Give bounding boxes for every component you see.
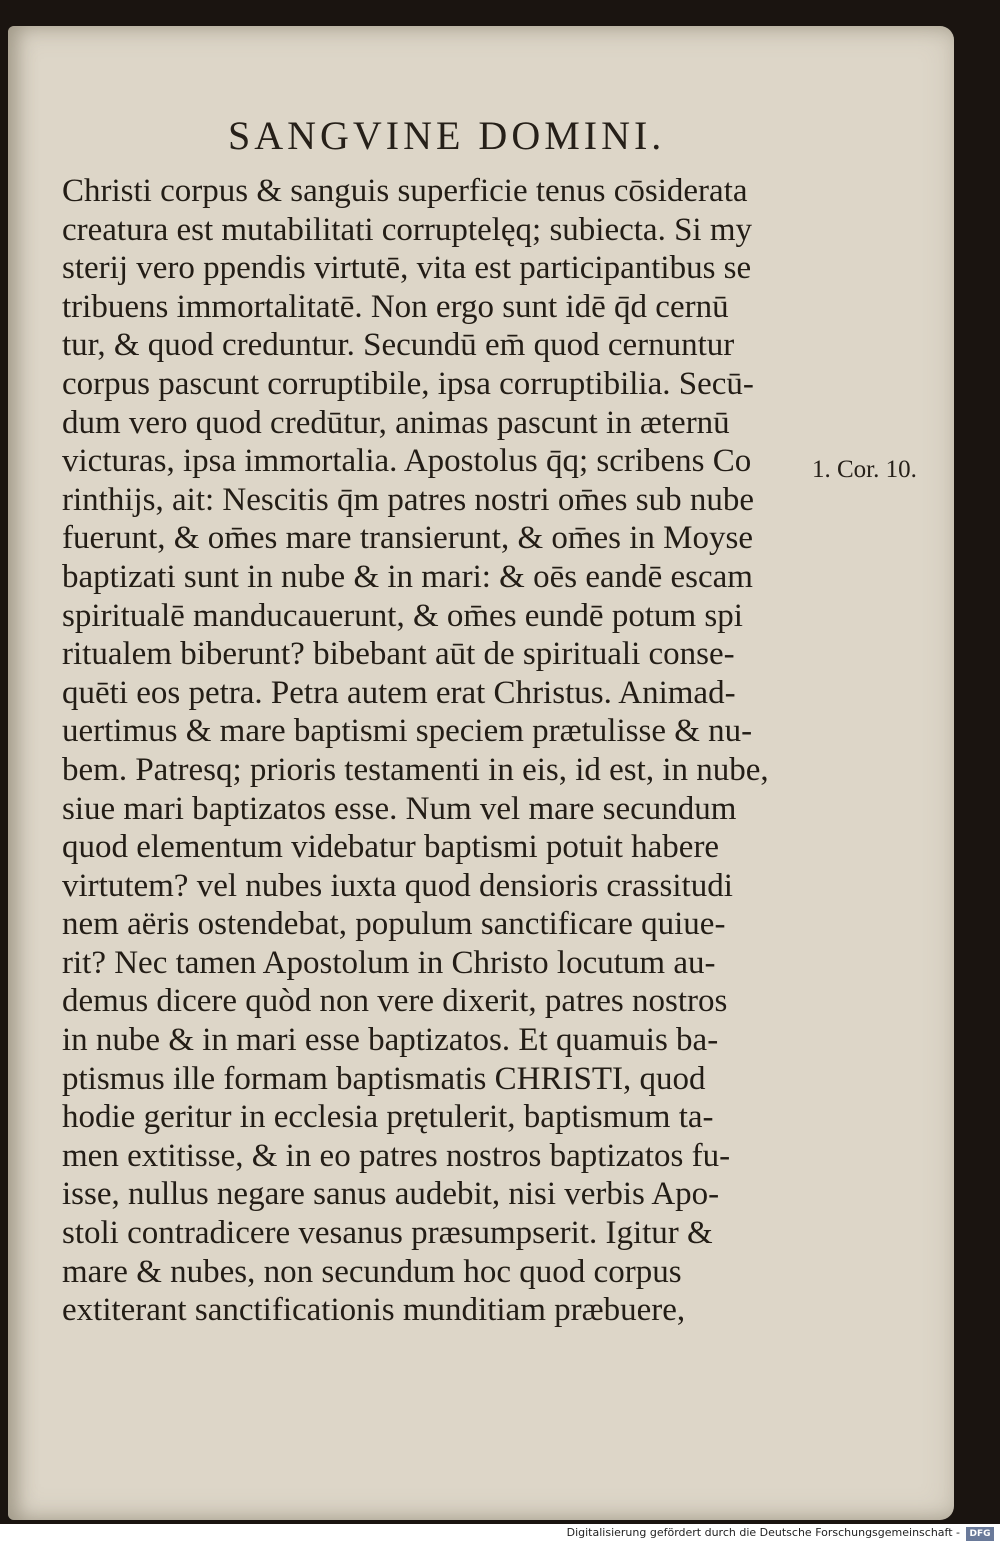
text-line: bem. Patresq; prioris testamenti in eis, id est, in nube, [62, 751, 769, 788]
text-line: tribuens immortalitatē. Non ergo sunt idē q̄d cernū [62, 288, 729, 325]
text-line: dum vero quod credūtur, animas pascunt in æternū [62, 404, 730, 441]
text-line: creatura est mutabilitati corruptelęq; subiecta. Si my [62, 211, 753, 248]
text-line: hodie geritur in ecclesia prętulerit, baptismum ta- [62, 1099, 714, 1136]
text-line: spiritualē manducauerunt, & om̄es eundē potum spi [62, 597, 743, 634]
text-line: nem aëris ostendebat, populum sanctificare quiue- [62, 906, 726, 943]
text-line: mare & nubes, non secundum hoc quod corpus [62, 1253, 682, 1290]
text-line: Christi corpus & sanguis superficie tenus cōsiderata [62, 173, 748, 209]
marginal-note: 1. Cor. 10. [812, 456, 917, 483]
text-line: rinthijs, ait: Nescitis q̄m patres nostri om̄es sub nube [62, 481, 755, 518]
text-line: men extitisse, & in eo patres nostros baptizatos fu- [62, 1137, 731, 1174]
text-line: baptizati sunt in nube & in mari: & oēs eandē escam [62, 558, 753, 595]
text-line: isse, nullus negare sanus audebit, nisi verbis Apo- [62, 1176, 720, 1213]
text-line: sterij vero ppendis virtutē, vita est participantibus se [62, 250, 752, 287]
digitization-credit: Digitalisierung gefördert durch die Deutsche Forschungsgemeinschaft - [566, 1526, 960, 1539]
text-line: quēti eos petra. Petra autem erat Christus. Animad- [62, 674, 736, 711]
text-line: extiterant sanctificationis munditiam præbuere, [62, 1292, 686, 1329]
text-line: victuras, ipsa immortalia. Apostolus q̄q; scribens Co [62, 443, 752, 480]
text-line: siue mari baptizatos esse. Num vel mare secundum [62, 790, 737, 827]
text-line: demus dicere quòd non vere dixerit, patres nostros [62, 983, 728, 1020]
text-line: virtutem? vel nubes iuxta quod densioris crassitudi [62, 867, 733, 904]
dfg-logo-icon: DFG [966, 1527, 994, 1541]
text-line: rit? Nec tamen Apostolum in Christo locutum au- [62, 944, 716, 981]
text-line: quod elementum videbatur baptismi potuit habere [62, 829, 720, 866]
digitization-footer [0, 1524, 1000, 1544]
running-head: SANGVINE DOMINI. [228, 113, 666, 158]
text-line: in nube & in mari esse baptizatos. Et quamuis ba- [62, 1022, 719, 1059]
text-line: fuerunt, & om̄es mare transierunt, & om̄es in Moyse [62, 520, 754, 557]
body-text [62, 172, 822, 1330]
text-line: ritualem biberunt? bibebant aūt de spirituali conse- [62, 636, 735, 673]
text-line: tur, & quod creduntur. Secundū em̄ quod cernuntur [62, 327, 735, 364]
text-line: ptismus ille formam baptismatis CHRISTI, quod [62, 1060, 706, 1097]
text-line: uertimus & mare baptismi speciem prætulisse & nu- [62, 713, 753, 750]
text-line: stoli contradicere vesanus præsumpserit. Igitur & [62, 1215, 713, 1252]
text-line: corpus pascunt corruptibile, ipsa corruptibilia. Secū- [62, 365, 754, 402]
